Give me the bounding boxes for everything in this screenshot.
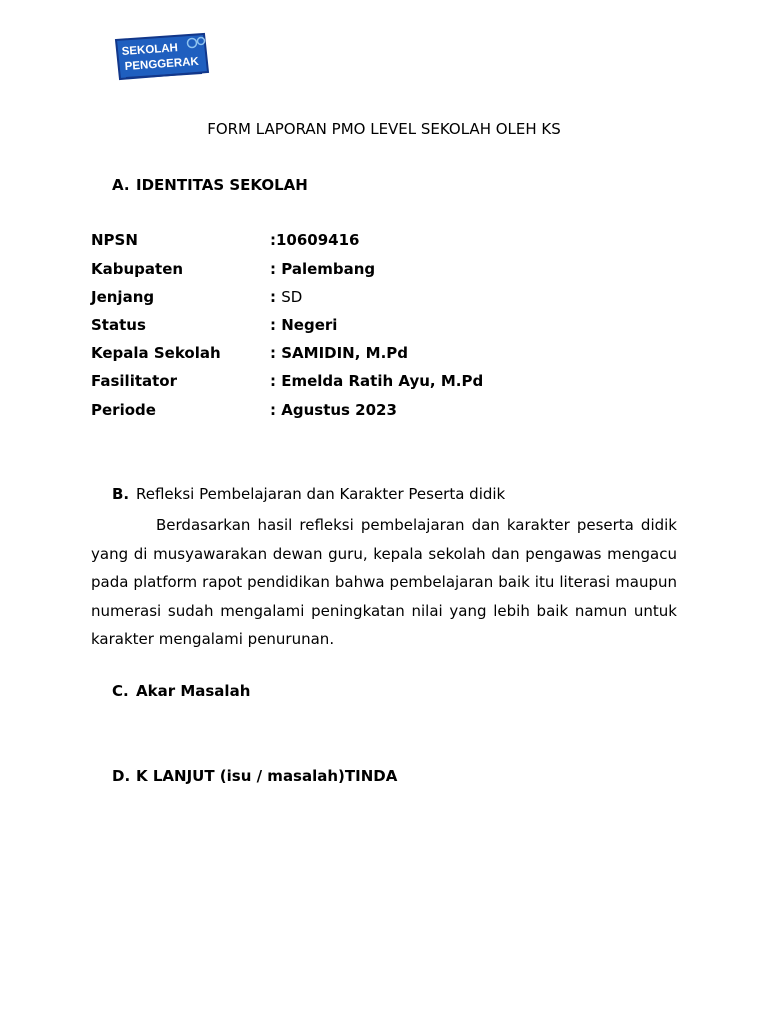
svg-text:SEKOLAH: SEKOLAH (121, 42, 179, 58)
identity-label: Jenjang (91, 288, 155, 306)
identity-colon: : (270, 260, 282, 278)
section-c-heading (112, 682, 250, 700)
identity-colon: : (270, 344, 282, 362)
identity-label: Kabupaten (91, 260, 184, 278)
section-a-letter: A. (112, 176, 130, 194)
identity-value: SAMIDIN, M.Pd (281, 344, 409, 362)
identity-colon: : (270, 372, 282, 390)
section-c-title: Akar Masalah (136, 682, 251, 700)
identity-label: Status (91, 316, 146, 334)
identity-value: 10609416 (276, 231, 360, 249)
identity-label: Fasilitator (91, 372, 178, 390)
section-a-heading (112, 176, 308, 194)
section-b-heading (112, 485, 505, 503)
identity-label: Kepala Sekolah (91, 344, 221, 362)
sekolah-penggerak-logo (112, 32, 210, 84)
identity-label: NPSN (91, 231, 138, 249)
identity-value: Emelda Ratih Ayu, M.Pd (281, 372, 484, 390)
identity-colon: : (270, 401, 282, 419)
section-b-letter: B. (112, 485, 130, 503)
section-d-title: K LANJUT (isu / masalah)TINDA (136, 767, 398, 785)
identity-value: Agustus 2023 (281, 401, 397, 419)
section-a-title: IDENTITAS SEKOLAH (136, 176, 308, 194)
identity-value: SD (281, 288, 303, 306)
identity-value: Negeri (281, 316, 338, 334)
identity-colon: : (270, 316, 282, 334)
identity-value: Palembang (281, 260, 376, 278)
section-d-heading (112, 767, 397, 785)
identity-label: Periode (91, 401, 156, 419)
form-title: FORM LAPORAN PMO LEVEL SEKOLAH OLEH KS (207, 120, 561, 138)
reflection-paragraph (91, 511, 677, 654)
reflection-text: Berdasarkan hasil refleksi pembelajaran dan karakter peserta didik yang di musyawarakan dewan guru, kepala sekolah dan pengawas mengacu pada platform rapot pendidikan bahwa pembelajaran baik itu literasi maupun numerasi sudah mengalami peningkatan nilai yang lebih baik namun untuk karakter mengalami penurunan. (91, 516, 677, 648)
svg-text:PENGGERAK: PENGGERAK (124, 55, 200, 73)
section-b-title: Refleksi Pembelajaran dan Karakter Peserta didik (136, 485, 506, 503)
identity-colon: : (270, 288, 282, 306)
identity-colon: : (270, 231, 276, 249)
section-c-letter: C. (112, 682, 129, 700)
section-d-letter: D. (112, 767, 131, 785)
